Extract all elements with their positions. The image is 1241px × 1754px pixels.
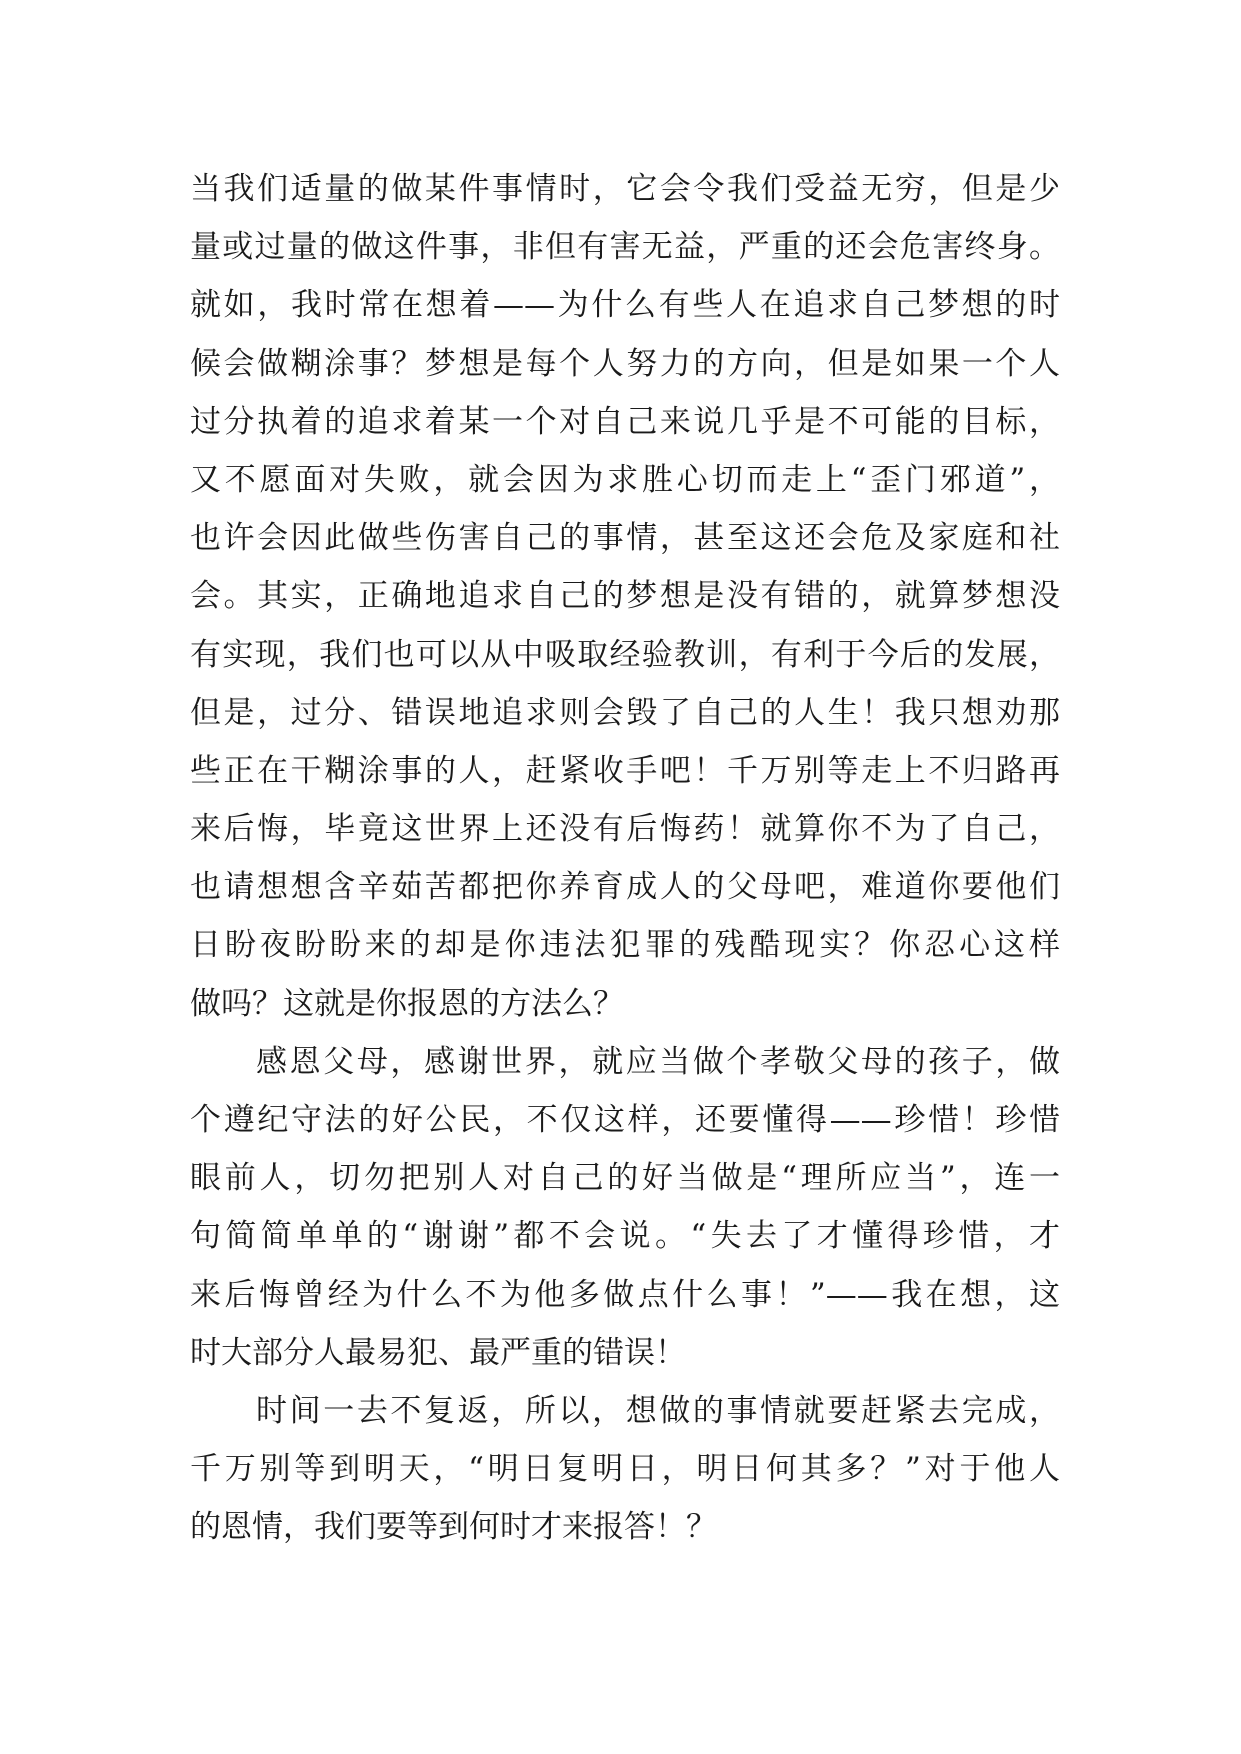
text-line: 有实现，我们也可以从中吸取经验教训，有利于今后的发展， — [190, 636, 1060, 673]
text-line: 的恩情，我们要等到何时才来报答！？ — [190, 1509, 717, 1546]
text-line: 个遵纪守法的好公民，不仅这样，还要懂得——珍惜！珍惜 — [190, 1102, 1060, 1138]
text-line: 千万别等到明天，“明日复明日，明日何其多？”对于他人 — [190, 1451, 1060, 1488]
text-line: 感恩父母，感谢世界，就应当做个孝敬父母的孩子，做 — [256, 1043, 1060, 1080]
text-line: 日盼夜盼盼来的却是你违法犯罪的残酷现实？你忍心这样 — [190, 927, 1060, 964]
text-line: 当我们适量的做某件事情时，它会令我们受益无穷，但是少 — [190, 171, 1060, 207]
text-line: 就如，我时常在想着——为什么有些人在追求自己梦想的时 — [190, 287, 1060, 324]
text-line: 时大部分人最易犯、最严重的错误！ — [190, 1334, 686, 1371]
text-line: 也请想想含辛茹苦都把你养育成人的父母吧，难道你要他们 — [190, 869, 1060, 906]
body-text — [190, 160, 1060, 1557]
text-line: 来后悔曾经为什么不为他多做点什么事！”——我在想，这 — [190, 1276, 1060, 1313]
text-line: 过分执着的追求着某一个对自己来说几乎是不可能的目标， — [190, 403, 1060, 440]
text-line: 时间一去不复返，所以，想做的事情就要赶紧去完成， — [256, 1392, 1060, 1429]
text-line: 量或过量的做这件事，非但有害无益，严重的还会危害终身。 — [190, 229, 1060, 266]
text-line: 做吗？这就是你报恩的方法么？ — [190, 985, 624, 1022]
text-line: 又不愿面对失败，就会因为求胜心切而走上“歪门邪道”， — [190, 461, 1060, 498]
text-line: 也许会因此做些伤害自己的事情，甚至这还会危及家庭和社 — [190, 520, 1060, 557]
text-line: 来后悔，毕竟这世界上还没有后悔药！就算你不为了自己， — [190, 811, 1060, 848]
text-line: 眼前人，切勿把别人对自己的好当做是“理所应当”，连一 — [190, 1160, 1060, 1197]
text-line: 但是，过分、错误地追求则会毁了自己的人生！我只想劝那 — [190, 694, 1060, 731]
text-line: 句简简单单的“谢谢”都不会说。“失去了才懂得珍惜，才 — [190, 1218, 1060, 1255]
text-line: 些正在干糊涂事的人，赶紧收手吧！千万别等走上不归路再 — [190, 752, 1060, 789]
text-line: 候会做糊涂事？梦想是每个人努力的方向，但是如果一个人 — [190, 345, 1060, 382]
text-line: 会。其实，正确地追求自己的梦想是没有错的，就算梦想没 — [190, 578, 1060, 615]
